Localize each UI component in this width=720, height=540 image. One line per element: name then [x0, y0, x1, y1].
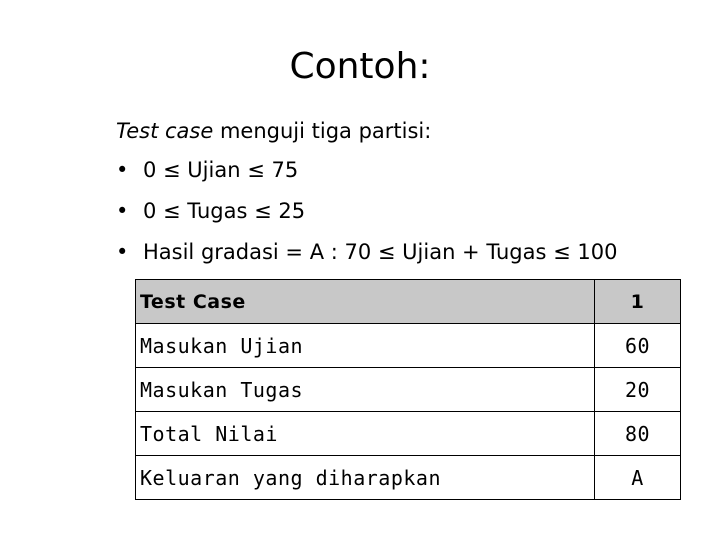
row-label: Masukan Tugas — [136, 368, 595, 412]
row-label: Masukan Ujian — [136, 324, 595, 368]
bullet-icon: • — [116, 240, 129, 264]
bullet-item — [116, 191, 617, 232]
bullet-icon: • — [116, 158, 129, 182]
table-row — [136, 412, 681, 456]
bullet-item — [116, 150, 617, 191]
table-row — [136, 456, 681, 500]
table-row — [136, 324, 681, 368]
bullet-text: 0 ≤ Tugas ≤ 25 — [143, 199, 306, 223]
table-header-row — [136, 280, 681, 324]
row-value: 80 — [595, 412, 681, 456]
row-label: Keluaran yang diharapkan — [136, 456, 595, 500]
intro-emphasis: Test case — [116, 119, 214, 143]
intro-rest: menguji tiga partisi: — [213, 119, 432, 143]
header-case-number: 1 — [595, 280, 681, 324]
test-case-table — [135, 279, 681, 500]
bullet-text: Hasil gradasi = A : 70 ≤ Ujian + Tugas ≤ 100 — [143, 240, 618, 264]
slide-title: Contoh: — [289, 46, 431, 87]
table-row — [136, 368, 681, 412]
body-text — [116, 112, 617, 273]
row-value: A — [595, 456, 681, 500]
bullet-text: 0 ≤ Ujian ≤ 75 — [143, 158, 299, 182]
intro-line — [116, 112, 617, 150]
row-value: 20 — [595, 368, 681, 412]
bullet-item — [116, 232, 617, 273]
row-value: 60 — [595, 324, 681, 368]
header-test-case: Test Case — [136, 280, 595, 324]
row-label: Total Nilai — [136, 412, 595, 456]
bullet-icon: • — [116, 199, 129, 223]
